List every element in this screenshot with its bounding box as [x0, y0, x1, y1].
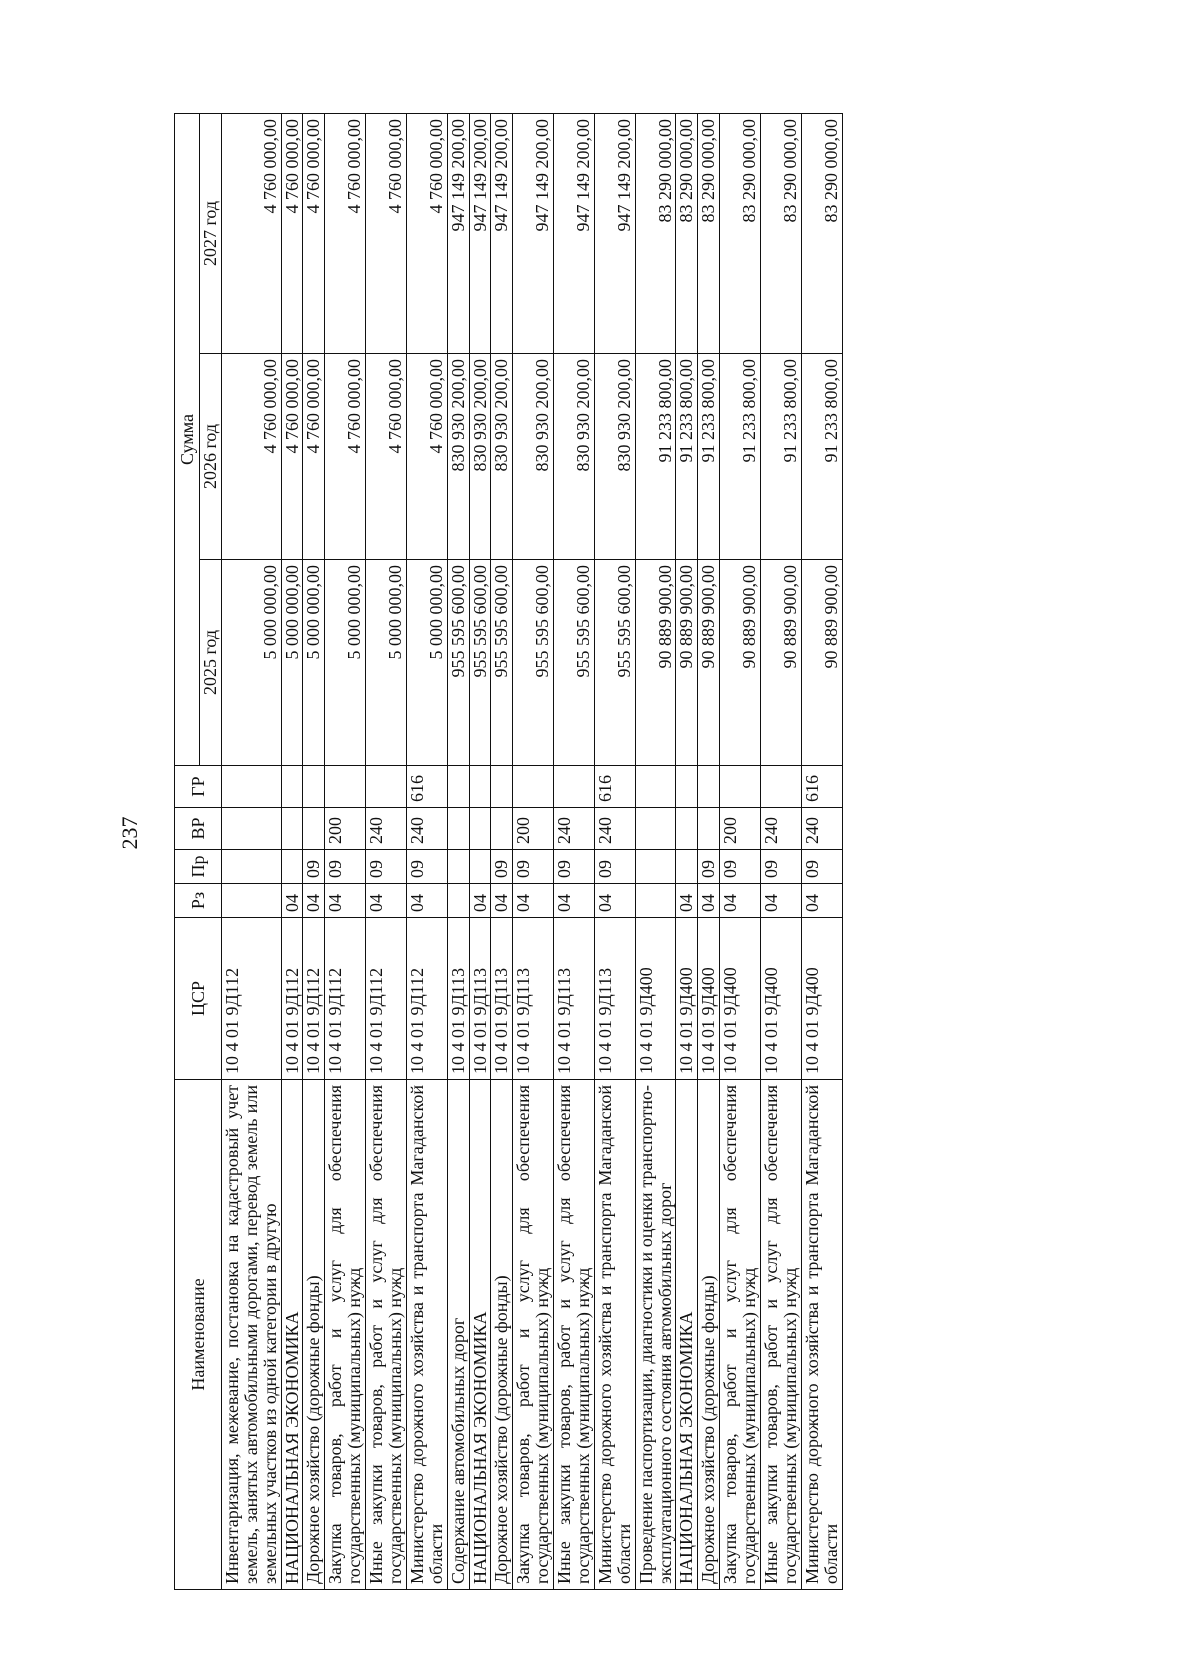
cell-pr: 09 — [761, 850, 802, 884]
table-header — [175, 114, 222, 1590]
cell-rz: 04 — [554, 884, 595, 918]
cell-name: Дорожное хозяйство (дорожные фонды) — [698, 1080, 720, 1590]
table-row — [720, 114, 761, 1590]
cell-rz: 04 — [303, 884, 325, 918]
cell-2026: 830 930 200,00 — [469, 354, 491, 560]
cell-2025: 90 889 900,00 — [676, 560, 698, 766]
cell-gr — [469, 766, 491, 808]
cell-pr: 09 — [366, 850, 407, 884]
cell-pr: 09 — [491, 850, 513, 884]
cell-csr: 10 4 01 9Д113 — [554, 918, 595, 1080]
cell-rz: 04 — [469, 884, 491, 918]
cell-2026: 830 930 200,00 — [594, 354, 635, 560]
cell-2026: 91 233 800,00 — [801, 354, 842, 560]
header-year-2025: 2025 год — [200, 560, 222, 766]
header-pr: Пр — [175, 850, 222, 884]
cell-csr: 10 4 01 9Д112 — [281, 918, 303, 1080]
cell-rz: 04 — [720, 884, 761, 918]
cell-rz: 04 — [801, 884, 842, 918]
cell-name: Иные закупки товаров, работ и услуг для обеспечения государственных (муниципальных) нужд — [761, 1080, 802, 1590]
header-csr: ЦСР — [175, 918, 222, 1080]
cell-vr — [221, 808, 281, 850]
table-row — [513, 114, 554, 1590]
cell-2025: 5 000 000,00 — [281, 560, 303, 766]
cell-2025: 90 889 900,00 — [635, 560, 676, 766]
table-row — [635, 114, 676, 1590]
rotated-table-sheet — [174, 114, 1074, 1590]
cell-csr: 10 4 01 9Д113 — [594, 918, 635, 1080]
cell-name: НАЦИОНАЛЬНАЯ ЭКОНОМИКА — [469, 1080, 491, 1590]
cell-csr: 10 4 01 9Д400 — [761, 918, 802, 1080]
cell-name: Инвентаризация, межевание, постановка на кадастровый учет земель, занятых автомобильными дорогами, перевод земель или земельных участков из одной категории в другую — [221, 1080, 281, 1590]
table-row — [491, 114, 513, 1590]
cell-rz: 04 — [594, 884, 635, 918]
cell-pr: 09 — [325, 850, 366, 884]
cell-name: НАЦИОНАЛЬНАЯ ЭКОНОМИКА — [676, 1080, 698, 1590]
cell-rz: 04 — [406, 884, 447, 918]
cell-2025: 90 889 900,00 — [801, 560, 842, 766]
cell-name: Закупка товаров, работ и услуг для обеспечения государственных (муниципальных) нужд — [325, 1080, 366, 1590]
cell-2025: 955 595 600,00 — [594, 560, 635, 766]
cell-2027: 947 149 200,00 — [513, 114, 554, 354]
cell-pr: 09 — [698, 850, 720, 884]
cell-2025: 955 595 600,00 — [513, 560, 554, 766]
cell-gr — [635, 766, 676, 808]
cell-name: Проведение паспортизации, диагностики и оценки транспортно-эксплуатационного состояния автомобильных дорог — [635, 1080, 676, 1590]
cell-2027: 947 149 200,00 — [554, 114, 595, 354]
cell-csr: 10 4 01 9Д112 — [406, 918, 447, 1080]
cell-gr — [720, 766, 761, 808]
cell-vr: 240 — [406, 808, 447, 850]
cell-pr: 09 — [554, 850, 595, 884]
cell-name: Министерство дорожного хозяйства и транспорта Магаданской области — [594, 1080, 635, 1590]
cell-2025: 90 889 900,00 — [761, 560, 802, 766]
table-row — [366, 114, 407, 1590]
cell-pr — [635, 850, 676, 884]
cell-2026: 91 233 800,00 — [720, 354, 761, 560]
cell-2025: 955 595 600,00 — [491, 560, 513, 766]
cell-csr: 10 4 01 9Д113 — [469, 918, 491, 1080]
cell-2027: 947 149 200,00 — [491, 114, 513, 354]
cell-2026: 830 930 200,00 — [513, 354, 554, 560]
cell-vr — [281, 808, 303, 850]
table-row — [554, 114, 595, 1590]
cell-name: НАЦИОНАЛЬНАЯ ЭКОНОМИКА — [281, 1080, 303, 1590]
cell-gr: 616 — [594, 766, 635, 808]
table-row — [281, 114, 303, 1590]
cell-csr: 10 4 01 9Д400 — [801, 918, 842, 1080]
cell-csr: 10 4 01 9Д113 — [491, 918, 513, 1080]
cell-gr — [698, 766, 720, 808]
cell-vr: 240 — [594, 808, 635, 850]
cell-2026: 91 233 800,00 — [698, 354, 720, 560]
header-sum: Сумма — [175, 114, 200, 766]
cell-csr: 10 4 01 9Д400 — [698, 918, 720, 1080]
header-gr: ГР — [175, 766, 222, 808]
cell-csr: 10 4 01 9Д112 — [221, 918, 281, 1080]
cell-rz: 04 — [761, 884, 802, 918]
cell-2025: 955 595 600,00 — [554, 560, 595, 766]
cell-name: Дорожное хозяйство (дорожные фонды) — [303, 1080, 325, 1590]
table-row — [469, 114, 491, 1590]
cell-gr — [281, 766, 303, 808]
cell-vr — [635, 808, 676, 850]
cell-2026: 4 760 000,00 — [366, 354, 407, 560]
cell-2025: 5 000 000,00 — [366, 560, 407, 766]
cell-pr — [469, 850, 491, 884]
cell-pr: 09 — [303, 850, 325, 884]
cell-2026: 830 930 200,00 — [554, 354, 595, 560]
table-row — [221, 114, 281, 1590]
cell-2026: 4 760 000,00 — [406, 354, 447, 560]
cell-name: Закупка товаров, работ и услуг для обеспечения государственных (муниципальных) нужд — [513, 1080, 554, 1590]
cell-2027: 83 290 000,00 — [698, 114, 720, 354]
cell-gr — [761, 766, 802, 808]
table-row — [801, 114, 842, 1590]
cell-pr — [447, 850, 469, 884]
header-name: Наименование — [175, 1080, 222, 1590]
cell-2027: 947 149 200,00 — [594, 114, 635, 354]
cell-rz — [447, 884, 469, 918]
table-row — [761, 114, 802, 1590]
cell-vr — [698, 808, 720, 850]
cell-2027: 4 760 000,00 — [406, 114, 447, 354]
cell-rz — [635, 884, 676, 918]
table-body — [221, 114, 842, 1590]
cell-2025: 5 000 000,00 — [406, 560, 447, 766]
cell-vr: 240 — [366, 808, 407, 850]
cell-pr: 09 — [513, 850, 554, 884]
cell-vr — [676, 808, 698, 850]
cell-2026: 91 233 800,00 — [635, 354, 676, 560]
cell-name: Дорожное хозяйство (дорожные фонды) — [491, 1080, 513, 1590]
page-number: 237 — [117, 816, 142, 850]
cell-2027: 83 290 000,00 — [676, 114, 698, 354]
cell-2025: 90 889 900,00 — [698, 560, 720, 766]
cell-vr: 240 — [554, 808, 595, 850]
cell-2026: 91 233 800,00 — [676, 354, 698, 560]
cell-csr: 10 4 01 9Д112 — [325, 918, 366, 1080]
cell-vr — [491, 808, 513, 850]
cell-pr: 09 — [406, 850, 447, 884]
cell-2026: 91 233 800,00 — [761, 354, 802, 560]
cell-gr: 616 — [801, 766, 842, 808]
cell-name: Министерство дорожного хозяйства и транспорта Магаданской области — [801, 1080, 842, 1590]
cell-pr — [281, 850, 303, 884]
cell-2025: 90 889 900,00 — [720, 560, 761, 766]
table-row — [447, 114, 469, 1590]
cell-2026: 4 760 000,00 — [221, 354, 281, 560]
cell-gr — [303, 766, 325, 808]
cell-pr — [221, 850, 281, 884]
cell-2027: 4 760 000,00 — [303, 114, 325, 354]
cell-rz: 04 — [698, 884, 720, 918]
cell-rz: 04 — [281, 884, 303, 918]
cell-vr: 240 — [801, 808, 842, 850]
table-row — [325, 114, 366, 1590]
cell-vr: 200 — [513, 808, 554, 850]
cell-gr — [325, 766, 366, 808]
cell-pr — [676, 850, 698, 884]
cell-2026: 4 760 000,00 — [281, 354, 303, 560]
cell-vr — [447, 808, 469, 850]
header-year-2027: 2027 год — [200, 114, 222, 354]
cell-vr — [303, 808, 325, 850]
table-row — [676, 114, 698, 1590]
cell-rz: 04 — [676, 884, 698, 918]
cell-csr: 10 4 01 9Д112 — [303, 918, 325, 1080]
cell-2026: 4 760 000,00 — [303, 354, 325, 560]
cell-gr — [513, 766, 554, 808]
cell-csr: 10 4 01 9Д400 — [635, 918, 676, 1080]
cell-rz — [221, 884, 281, 918]
budget-table — [174, 113, 843, 1590]
cell-vr — [469, 808, 491, 850]
cell-name: Содержание автомобильных дорог — [447, 1080, 469, 1590]
cell-name: Министерство дорожного хозяйства и транспорта Магаданской области — [406, 1080, 447, 1590]
table-row — [406, 114, 447, 1590]
cell-csr: 10 4 01 9Д400 — [676, 918, 698, 1080]
cell-csr: 10 4 01 9Д113 — [513, 918, 554, 1080]
cell-gr — [447, 766, 469, 808]
cell-pr: 09 — [720, 850, 761, 884]
cell-gr — [676, 766, 698, 808]
cell-2025: 955 595 600,00 — [469, 560, 491, 766]
cell-vr: 240 — [761, 808, 802, 850]
cell-2027: 4 760 000,00 — [325, 114, 366, 354]
cell-2027: 83 290 000,00 — [801, 114, 842, 354]
cell-2026: 830 930 200,00 — [491, 354, 513, 560]
cell-gr: 616 — [406, 766, 447, 808]
cell-name: Иные закупки товаров, работ и услуг для обеспечения государственных (муниципальных) нужд — [366, 1080, 407, 1590]
cell-gr — [221, 766, 281, 808]
cell-name: Иные закупки товаров, работ и услуг для обеспечения государственных (муниципальных) нужд — [554, 1080, 595, 1590]
table-row — [594, 114, 635, 1590]
cell-rz: 04 — [491, 884, 513, 918]
cell-2025: 5 000 000,00 — [303, 560, 325, 766]
cell-2027: 4 760 000,00 — [366, 114, 407, 354]
cell-2027: 83 290 000,00 — [635, 114, 676, 354]
table-row — [303, 114, 325, 1590]
cell-csr: 10 4 01 9Д112 — [366, 918, 407, 1080]
cell-2026: 4 760 000,00 — [325, 354, 366, 560]
cell-csr: 10 4 01 9Д400 — [720, 918, 761, 1080]
cell-2027: 83 290 000,00 — [761, 114, 802, 354]
cell-2027: 83 290 000,00 — [720, 114, 761, 354]
cell-2027: 4 760 000,00 — [281, 114, 303, 354]
cell-gr — [366, 766, 407, 808]
cell-2025: 5 000 000,00 — [221, 560, 281, 766]
table-row — [698, 114, 720, 1590]
cell-rz: 04 — [325, 884, 366, 918]
header-vr: ВР — [175, 808, 222, 850]
cell-2027: 4 760 000,00 — [221, 114, 281, 354]
cell-gr — [491, 766, 513, 808]
cell-vr: 200 — [720, 808, 761, 850]
cell-2027: 947 149 200,00 — [469, 114, 491, 354]
cell-2025: 955 595 600,00 — [447, 560, 469, 766]
cell-2027: 947 149 200,00 — [447, 114, 469, 354]
header-rz: Рз — [175, 884, 222, 918]
header-year-2026: 2026 год — [200, 354, 222, 560]
cell-gr — [554, 766, 595, 808]
cell-name: Закупка товаров, работ и услуг для обеспечения государственных (муниципальных) нужд — [720, 1080, 761, 1590]
cell-2025: 5 000 000,00 — [325, 560, 366, 766]
cell-pr: 09 — [594, 850, 635, 884]
cell-pr: 09 — [801, 850, 842, 884]
cell-2026: 830 930 200,00 — [447, 354, 469, 560]
cell-csr: 10 4 01 9Д113 — [447, 918, 469, 1080]
cell-vr: 200 — [325, 808, 366, 850]
cell-rz: 04 — [513, 884, 554, 918]
cell-rz: 04 — [366, 884, 407, 918]
